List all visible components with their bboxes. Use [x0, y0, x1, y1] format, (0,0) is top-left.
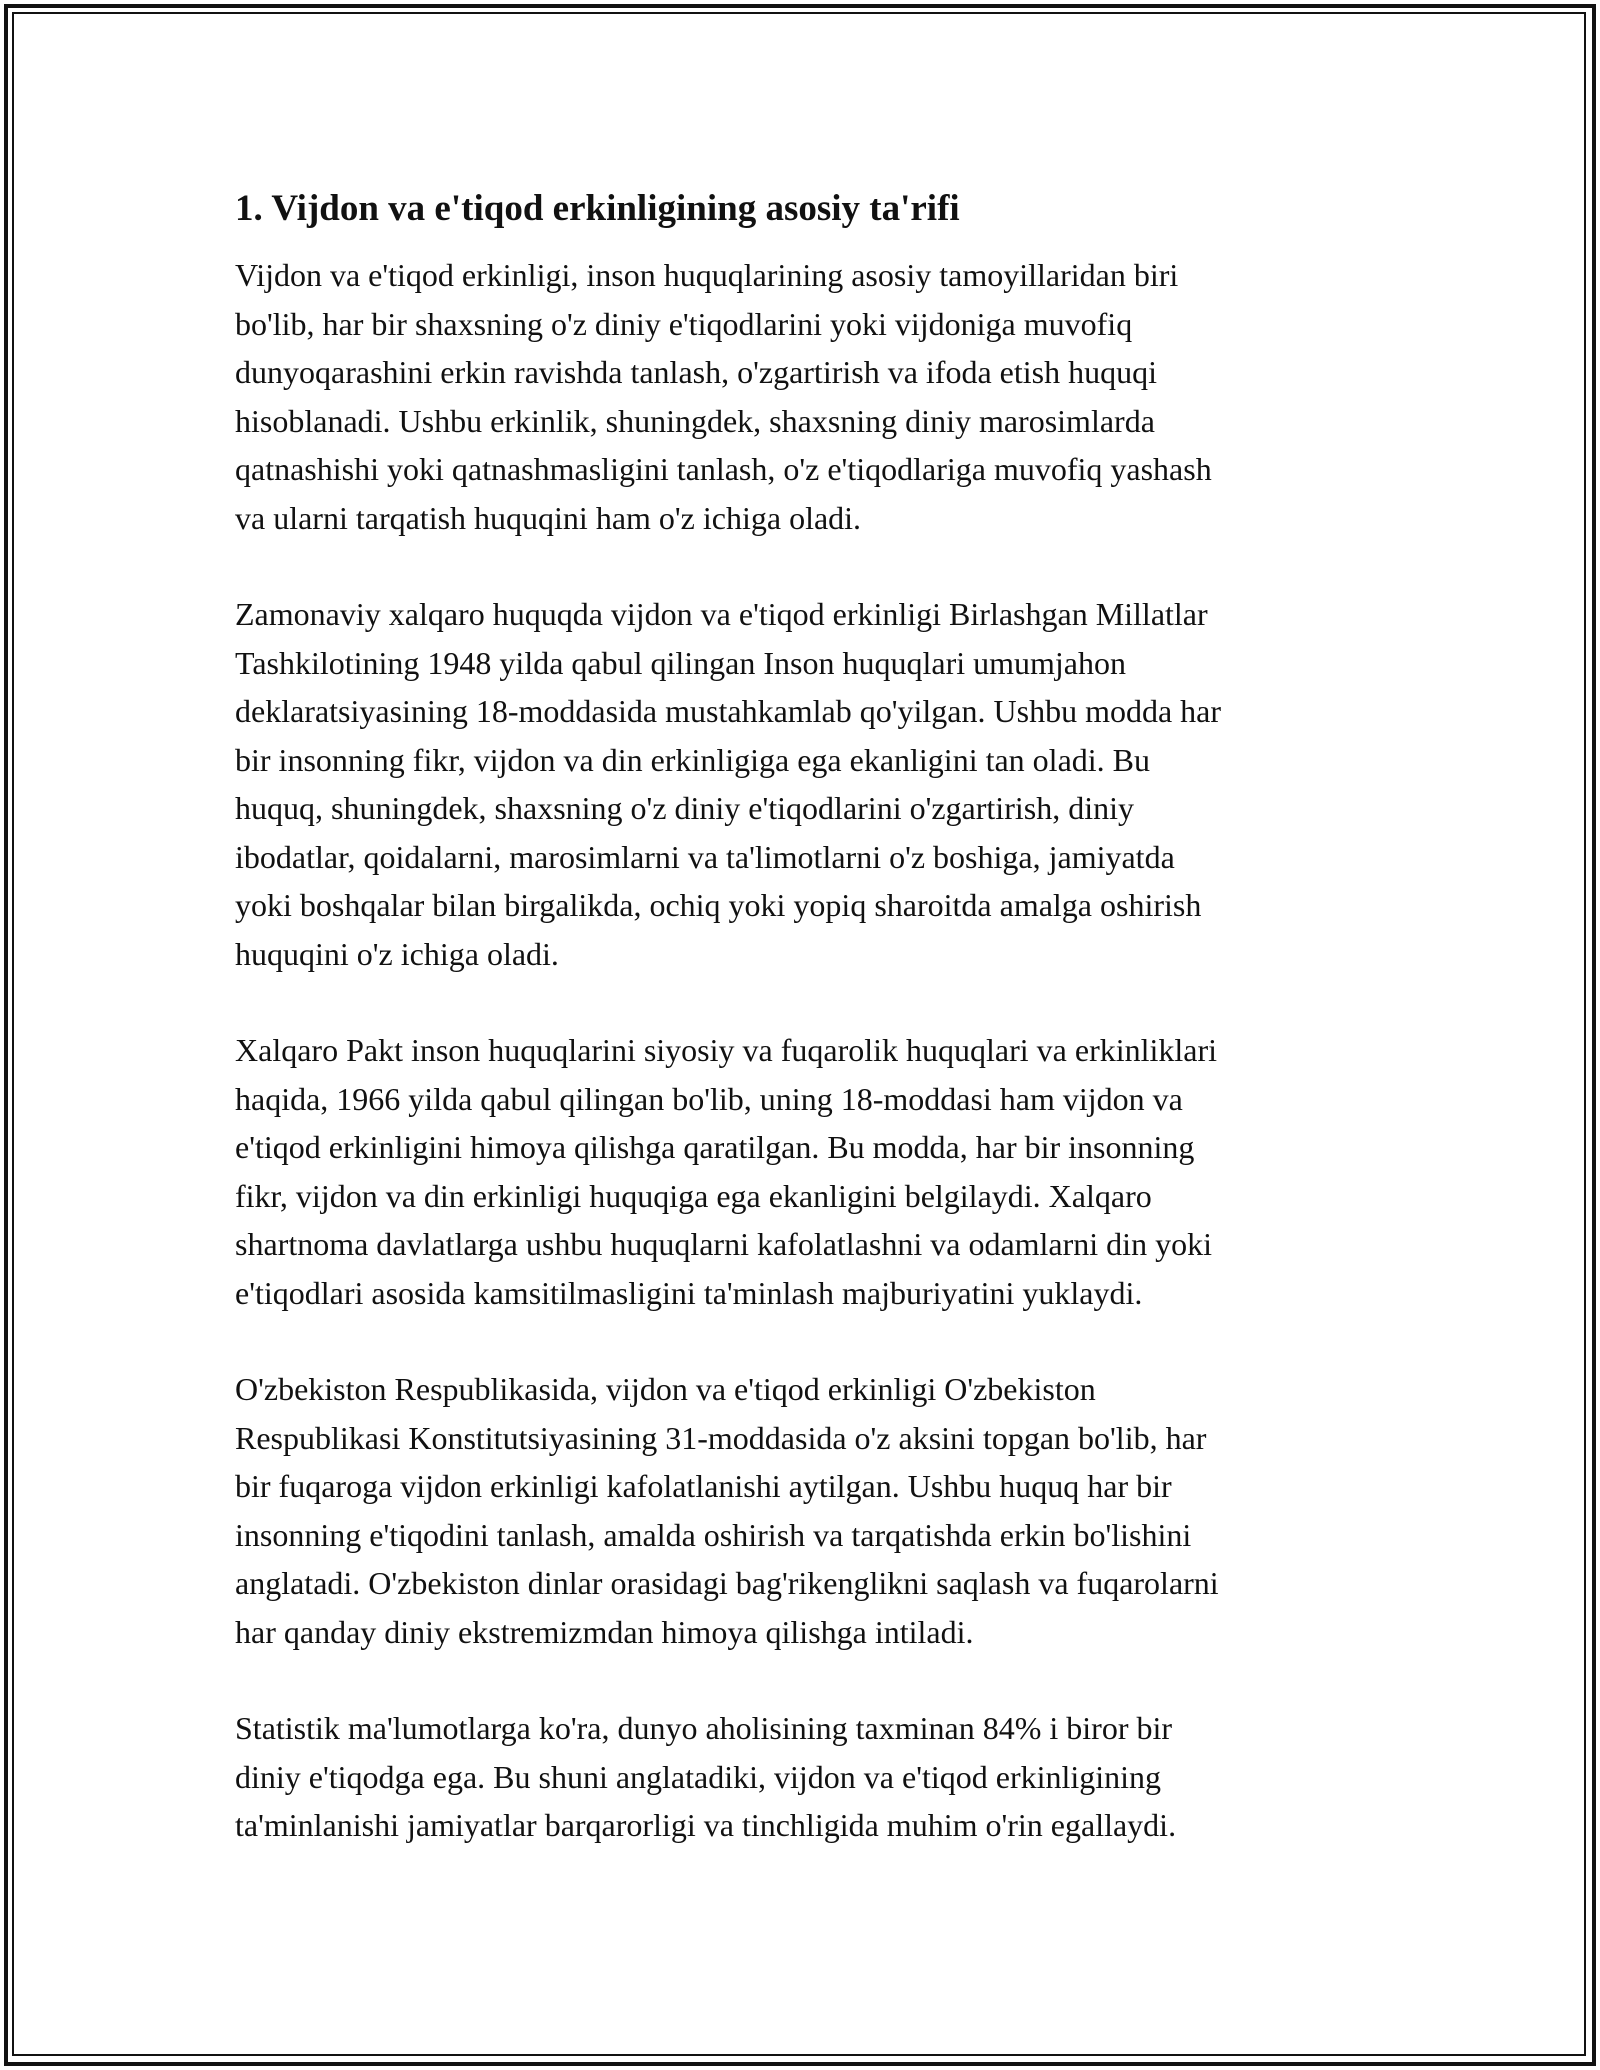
text-line: anglatadi. O'zbekiston dinlar orasidagi bag'rikenglikni saqlash va fuqarolarni — [235, 1565, 1219, 1601]
text-line: dunyoqarashini erkin ravishda tanlash, o'zgartirish va ifoda etish huquqi — [235, 354, 1157, 390]
paragraph-iccpr — [235, 1026, 1375, 1317]
paragraph-definition — [235, 251, 1375, 542]
text-line: huquqini o'z ichiga oladi. — [235, 935, 559, 972]
text-line: insonning e'tiqodini tanlash, amalda oshirish va tarqatishda erkin bo'lishini — [235, 1516, 1192, 1553]
text-line: Vijdon va e'tiqod erkinligi, inson huquqlarining asosiy tamoyillaridan biri — [235, 257, 1179, 293]
text-line: deklaratsiyasining 18-moddasida mustahkamlab qo'yilgan. Ushbu modda har — [235, 693, 1222, 729]
text-line: hisoblanadi. Ushbu erkinlik, shuningdek, shaxsning diniy marosimlarda — [235, 402, 1155, 439]
text-line: ibodatlar, qoidalarni, marosimlarni va ta'limotlarni o'z boshiga, jamiyatda — [235, 838, 1175, 875]
text-line: huquq, shuningdek, shaxsning o'z diniy e'tiqodlarini o'zgartirish, diniy — [235, 790, 1134, 826]
paragraph-statistics — [235, 1704, 1375, 1850]
text-line: bir fuqaroga vijdon erkinligi kafolatlanishi aytilgan. Ushbu huquq har bir — [235, 1468, 1172, 1504]
text-line: O'zbekiston Respublikasida, vijdon va e'tiqod erkinligi O'zbekiston — [235, 1371, 1096, 1407]
text-line: ta'minlanishi jamiyatlar barqarorligi va tinchligida muhim o'rin egallaydi. — [235, 1807, 1177, 1843]
text-line: Statistik ma'lumotlarga ko'ra, dunyo aholisining taxminan 84% i biror bir — [235, 1710, 1173, 1746]
text-line: Tashkilotining 1948 yilda qabul qilingan Inson huquqlari umumjahon — [235, 644, 1126, 681]
text-line: bir insonning fikr, vijdon va din erkinligiga ega ekanligini tan oladi. Bu — [235, 741, 1150, 778]
text-line: Xalqaro Pakt inson huquqlarini siyosiy va fuqarolik huquqlari va erkinliklari — [235, 1032, 1218, 1068]
paragraph-udhr — [235, 590, 1375, 978]
text-line: Respublikasi Konstitutsiyasining 31-moddasida o'z aksini topgan bo'lib, har — [235, 1419, 1207, 1456]
text-line: yoki boshqalar bilan birgalikda, ochiq yoki yopiq sharoitda amalga oshirish — [235, 887, 1202, 923]
text-line: Zamonaviy xalqaro huquqda vijdon va e'tiqod erkinligi Birlashgan Millatlar — [235, 596, 1208, 632]
paragraph-uzbekistan — [235, 1365, 1375, 1656]
text-line: qatnashishi yoki qatnashmasligini tanlash, o'z e'tiqodlariga muvofiq yashash — [235, 451, 1212, 487]
text-line: har qanday diniy ekstremizmdan himoya qilishga intiladi. — [235, 1613, 974, 1650]
section-heading: 1. Vijdon va e'tiqod erkinligining asosiy ta'rifi — [235, 188, 960, 229]
text-line: va ularni tarqatish huquqini ham o'z ichiga oladi. — [235, 499, 862, 536]
text-line: e'tiqod erkinligini himoya qilishga qaratilgan. Bu modda, har bir insonning — [235, 1129, 1195, 1165]
text-line: haqida, 1966 yilda qabul qilingan bo'lib, uning 18-moddasi ham vijdon va — [235, 1080, 1183, 1117]
text-line: fikr, vijdon va din erkinligi huquqiga ega ekanligini belgilaydi. Xalqaro — [235, 1177, 1152, 1214]
text-line: diniy e'tiqodga ega. Bu shuni anglatadiki, vijdon va e'tiqod erkinligining — [235, 1758, 1162, 1795]
document-body — [235, 185, 1375, 1898]
text-line: e'tiqodlari asosida kamsitilmasligini ta'minlash majburiyatini yuklaydi. — [235, 1274, 1143, 1311]
text-line: bo'lib, har bir shaxsning o'z diniy e'tiqodlarini yoki vijdoniga muvofiq — [235, 305, 1133, 342]
text-line: shartnoma davlatlarga ushbu huquqlarni kafolatlashni va odamlarni din yoki — [235, 1226, 1212, 1262]
